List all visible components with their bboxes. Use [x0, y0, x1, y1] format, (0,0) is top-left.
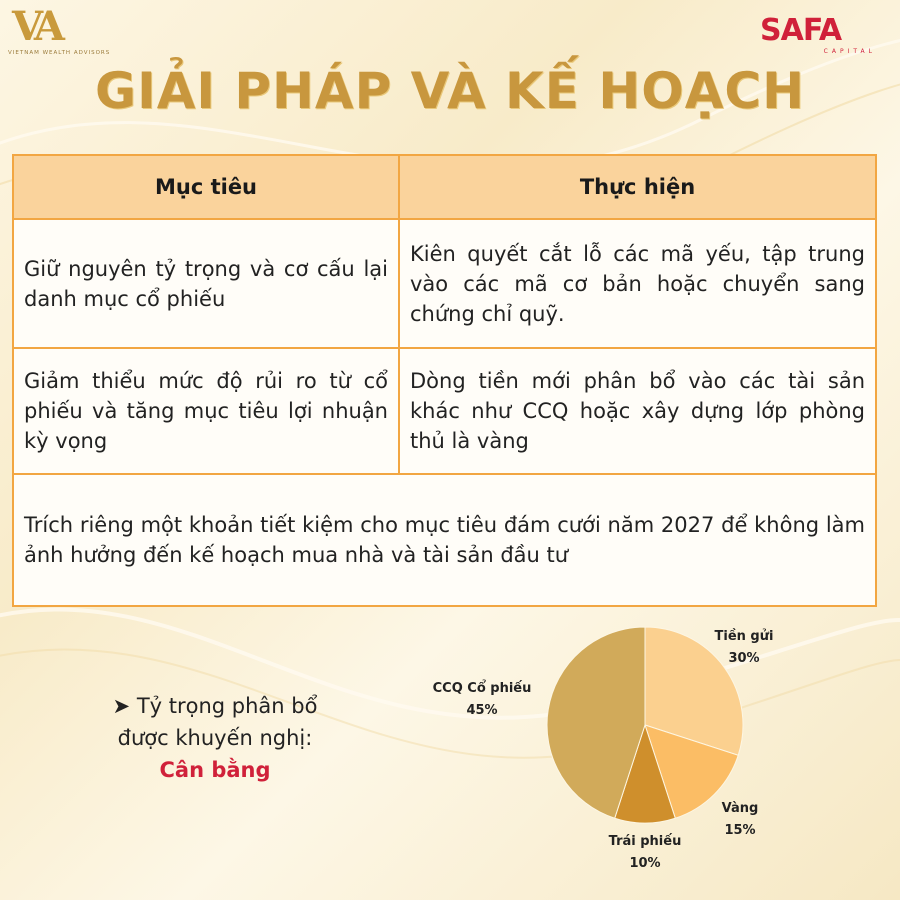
pie-value-label: 10% [629, 856, 661, 871]
safa-logo-mark: SAFA [760, 13, 842, 48]
pie-category-label: CCQ Cổ phiếu [432, 681, 532, 696]
pie-value-label: 15% [724, 823, 756, 838]
vwa-logo-tagline: VIETNAM WEALTH ADVISORS [8, 50, 111, 56]
goal-cell: Giữ nguyên tỷ trọng và cơ cấu lại danh mục cổ phiếu [13, 219, 399, 348]
pie-value-label: 30% [728, 651, 760, 666]
vwa-logo-mark: VA [12, 3, 59, 50]
allocation-line-2: được khuyến nghị: [117, 726, 313, 750]
goal-cell: Giảm thiểu mức độ rủi ro từ cổ phiếu và tăng mục tiêu lợi nhuận kỳ vọng [13, 348, 399, 474]
column-header-goal: Mục tiêu [13, 155, 399, 219]
allocation-profile: Cân bằng [159, 758, 271, 782]
pie-category-label: Vàng [721, 801, 759, 816]
action-cell: Dòng tiền mới phân bổ vào các tài sản khác như CCQ hoặc xây dựng lớp phòng thủ là vàng [399, 348, 876, 474]
allocation-line-1: ➤ Tỷ trọng phân bổ [112, 694, 318, 718]
action-cell: Kiên quyết cắt lỗ các mã yếu, tập trung vào các mã cơ bản hoặc chuyển sang chứng chỉ quỹ. [399, 219, 876, 348]
pie-category-label: Trái phiếu [608, 834, 682, 849]
safa-logo-tagline: CAPITAL [823, 48, 876, 55]
column-header-action: Thực hiện [399, 155, 876, 219]
page-title: GIẢI PHÁP VÀ KẾ HOẠCH [95, 62, 805, 120]
pie-category-label: Tiền gửi [714, 629, 774, 644]
pie-value-label: 45% [466, 703, 498, 718]
footer-note-cell: Trích riêng một khoản tiết kiệm cho mục tiêu đám cưới năm 2027 để không làm ảnh hưởng đến kế hoạch mua nhà và tài sản đầu tư [13, 474, 876, 606]
